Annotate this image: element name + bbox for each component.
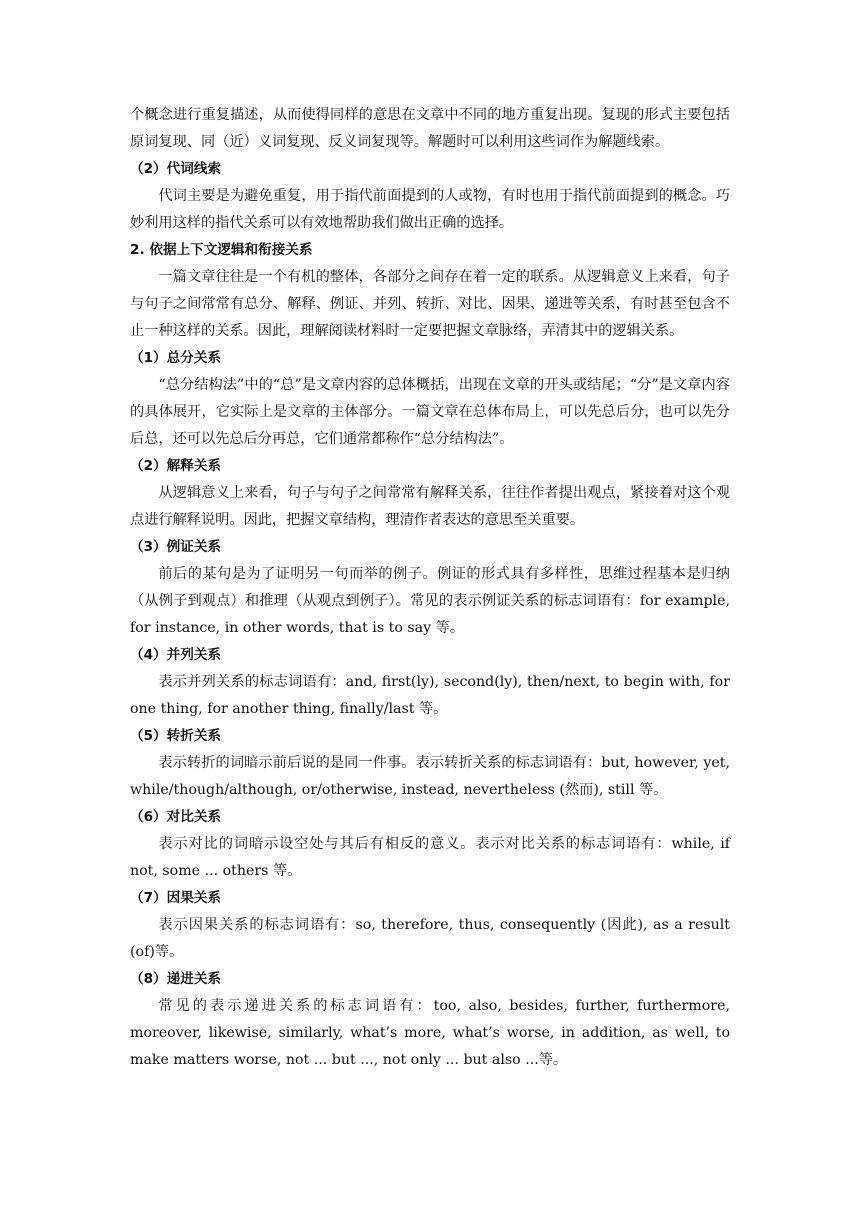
heading-general-specific: （1）总分关系 xyxy=(130,350,222,366)
heading-context-logic: 2. 依据上下文逻辑和衔接关系 xyxy=(130,242,313,258)
paragraph-contrast-turn: 表示转折的词暗示前后说的是同一件事。表示转折关系的标志词语有：but, however, yet, while/though/although, or/otherwise, instead, nevertheless (然而), still 等。 xyxy=(130,755,730,798)
paragraph-pronoun-clues: 代词主要是为避免重复，用于指代前面提到的人或物，有时也用于指代前面提到的概念。巧妙利用这样的指代关系可以有效地帮助我们做出正确的选择。 xyxy=(130,188,730,231)
paragraph-comparison: 表示对比的词暗示设空处与其后有相反的意义。表示对比关系的标志词语有：while, if not, some ... others 等。 xyxy=(130,836,730,879)
heading-cause-effect: （7）因果关系 xyxy=(130,890,222,906)
heading-contrast-turn: （5）转折关系 xyxy=(130,728,222,744)
heading-progression: （8）递进关系 xyxy=(130,971,222,987)
heading-pronoun-clues: （2）代词线索 xyxy=(130,161,222,177)
paragraph-exemplification: 前后的某句是为了证明另一句而举的例子。例证的形式具有多样性，思维过程基本是归纳（从例子到观点）和推理（从观点到例子）。常见的表示例证关系的标志词语有：for example, for instance, in other words, that is to say 等。 xyxy=(130,566,730,636)
document-body xyxy=(130,102,730,1074)
paragraph-context-logic: 一篇文章往往是一个有机的整体，各部分之间存在着一定的联系。从逻辑意义上来看，句子与句子之间常常有总分、解释、例证、并列、转折、对比、因果、递进等关系，有时甚至包含不止一种这样的关系。因此，理解阅读材料时一定要把握文章脉络，弄清其中的逻辑关系。 xyxy=(130,269,730,339)
heading-exemplification: （3）例证关系 xyxy=(130,539,222,555)
paragraph-general-specific: “总分结构法”中的“总”是文章内容的总体概括，出现在文章的开头或结尾；“分”是文章内容的具体展开，它实际上是文章的主体部分。一篇文章在总体布局上，可以先总后分，也可以先分后总，还可以先总后分再总，它们通常都称作“总分结构法”。 xyxy=(130,377,730,447)
paragraph-repetition-forms: 个概念进行重复描述，从而使得同样的意思在文章中不同的地方重复出现。复现的形式主要包括原词复现、同（近）义词复现、反义词复现等。解题时可以利用这些词作为解题线索。 xyxy=(130,107,730,150)
paragraph-parallel: 表示并列关系的标志词语有：and, first(ly), second(ly), then/next, to begin with, for one thing, for another thing, finally/last 等。 xyxy=(130,674,730,717)
paragraph-progression: 常见的表示递进关系的标志词语有：too, also, besides, further, furthermore, moreover, likewise, similarly, what’s more, what’s worse, in addition, as well, to make matters worse, not ... but ..., not only ... but also ...等。 xyxy=(130,998,730,1068)
heading-explanation: （2）解释关系 xyxy=(130,458,222,474)
heading-comparison: （6）对比关系 xyxy=(130,809,222,825)
paragraph-explanation: 从逻辑意义上来看，句子与句子之间常常有解释关系，往往作者提出观点，紧接着对这个观点进行解释说明。因此，把握文章结构，理清作者表达的意思至关重要。 xyxy=(130,485,730,528)
paragraph-cause-effect: 表示因果关系的标志词语有：so, therefore, thus, consequently (因此), as a result (of)等。 xyxy=(130,917,730,960)
heading-parallel: （4）并列关系 xyxy=(130,647,222,663)
